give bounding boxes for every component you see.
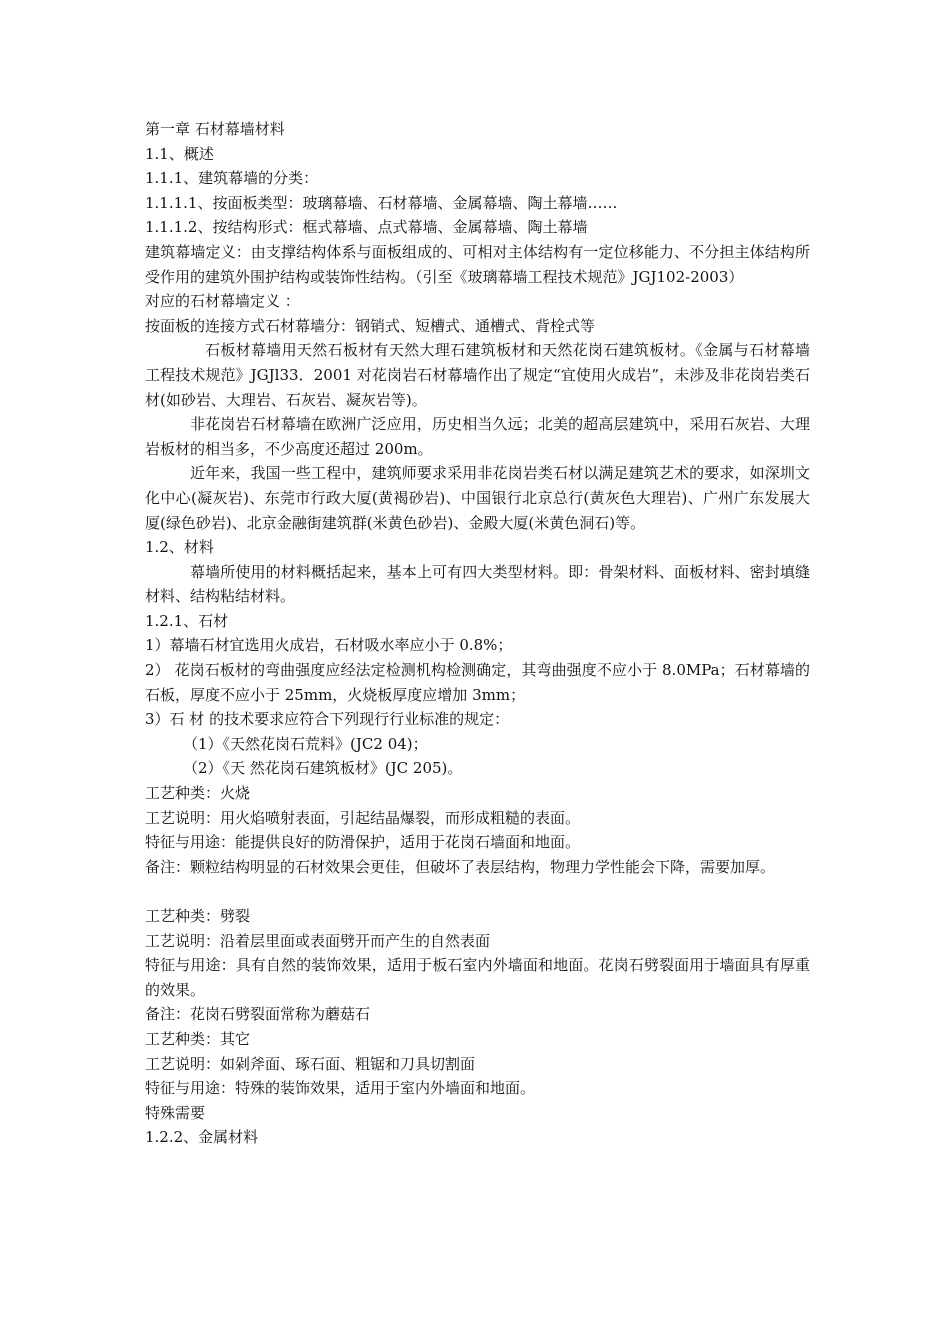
process-desc-fire: 工艺说明：用火焰喷射表面，引起结晶爆裂，而形成粗糙的表面。 bbox=[145, 808, 581, 827]
list-item-3-1: （1）《天然花岗石荒料》(JC2 04)； bbox=[183, 734, 428, 753]
section-heading-1-2-2: 1.2.2、金属材料 bbox=[145, 1128, 259, 1147]
paragraph-materials: 幕墙所使用的材料概括起来，基本上可有四大类型材料。即：骨架材料、面板材料、密封填缝材料、结构粘结材料。 bbox=[145, 562, 810, 606]
curtain-wall-definition: 建筑幕墙定义：由支撑结构体系与面板组成的、可相对主体结构有一定位移能力、不分担主体结构所受作用的建筑外围护结构或装饰性结构。（引至《玻璃幕墙工程技术规范》JGJ102-2003） bbox=[145, 242, 810, 286]
document-page bbox=[145, 117, 810, 1150]
section-heading-1-2-1: 1.2.1、石材 bbox=[145, 611, 229, 630]
process-use-fire: 特征与用途：能提供良好的防滑保护，适用于花岗石墙面和地面。 bbox=[145, 833, 581, 852]
blank-line bbox=[145, 879, 810, 904]
paragraph-recent-projects: 近年来，我国一些工程中，建筑师要求采用非花岗岩类石材以满足建筑艺术的要求，如深圳文化中心(凝灰岩)、东莞市行政大厦(黄褐砂岩)、中国银行北京总行(黄灰色大理岩)、广州广东发展大厦(绿色砂岩)、北京金融街建筑群(米黄色砂岩)、金殿大厦(米黄色洞石)等。 bbox=[145, 464, 810, 532]
classification-by-panel: 1.1.1.1、按面板类型：玻璃幕墙、石材幕墙、金属幕墙、陶土幕墙…… bbox=[145, 193, 618, 212]
section-heading-1-2: 1.2、材料 bbox=[145, 538, 214, 557]
classification-by-structure: 1.1.1.2、按结构形式：框式幕墙、点式幕墙、金属幕墙、陶土幕墙 bbox=[145, 218, 588, 237]
process-note-fire: 备注：颗粒结构明显的石材效果会更佳，但破坏了表层结构，物理力学性能会下降，需要加厚。 bbox=[145, 857, 776, 876]
process-type-split: 工艺种类：劈裂 bbox=[145, 907, 251, 925]
list-item-3: 3）石 材 的技术要求应符合下列现行行业标准的规定： bbox=[145, 710, 510, 729]
stone-definition-heading: 对应的石材幕墙定义 ： bbox=[145, 292, 300, 311]
process-use-split: 特征与用途：具有自然的装饰效果，适用于板石室内外墙面和地面。花岗石劈裂面用于墙面具有厚重的效果。 bbox=[145, 956, 810, 999]
section-heading-1-1: 1.1、概述 bbox=[145, 144, 214, 163]
process-desc-split: 工艺说明：沿着层里面或表面劈开而产生的自然表面 bbox=[145, 931, 491, 950]
process-note-split: 备注：花岗石劈裂面常称为蘑菇石 bbox=[145, 1005, 371, 1024]
section-heading-1-1-1: 1.1.1、建筑幕墙的分类： bbox=[145, 169, 319, 188]
list-item-1: 1）幕墙石材宜选用火成岩，石材吸水率应小于 0.8%； bbox=[145, 636, 513, 655]
paragraph-non-granite: 非花岗岩石材幕墙在欧洲广泛应用，历史相当久远；北美的超高层建筑中，采用石灰岩、大理岩板材的相当多，不少高度还超过 200m。 bbox=[145, 415, 810, 458]
list-item-3-2: （2）《天 然花岗石建筑板材》(JC 205)。 bbox=[183, 759, 463, 778]
process-use-other: 特征与用途：特殊的装饰效果，适用于室内外墙面和地面。 bbox=[145, 1079, 536, 1098]
paragraph-stone-panels: 石板材幕墙用天然石板材有天然大理石建筑板材和天然花岗石建筑板材。《金属与石材幕墙工程技术规范》JGJl33．2001 对花岗岩石材幕墙作出了规定“宜使用火成岩”，未涉及非花岗岩类石材(如砂岩、大理岩、石灰岩、凝灰岩等)。 bbox=[145, 341, 810, 409]
chapter-title: 第一章 石材幕墙材料 bbox=[145, 120, 285, 138]
process-type-other: 工艺种类：其它 bbox=[145, 1029, 251, 1048]
process-type-fire: 工艺种类：火烧 bbox=[145, 784, 251, 803]
process-desc-other: 工艺说明：如剁斧面、琢石面、粗锯和刀具切割面 bbox=[145, 1054, 476, 1073]
list-item-2: 2） 花岗石板材的弯曲强度应经法定检测机构检测确定，其弯曲强度不应小于 8.0MPa；石材幕墙的石板，厚度不应小于 25mm，火烧板厚度应增加 3mm； bbox=[145, 661, 810, 704]
stone-by-connection: 按面板的连接方式石材幕墙分：钢销式、短槽式、通槽式、背栓式等 bbox=[145, 316, 596, 335]
process-note-other: 特殊需要 bbox=[145, 1103, 206, 1122]
